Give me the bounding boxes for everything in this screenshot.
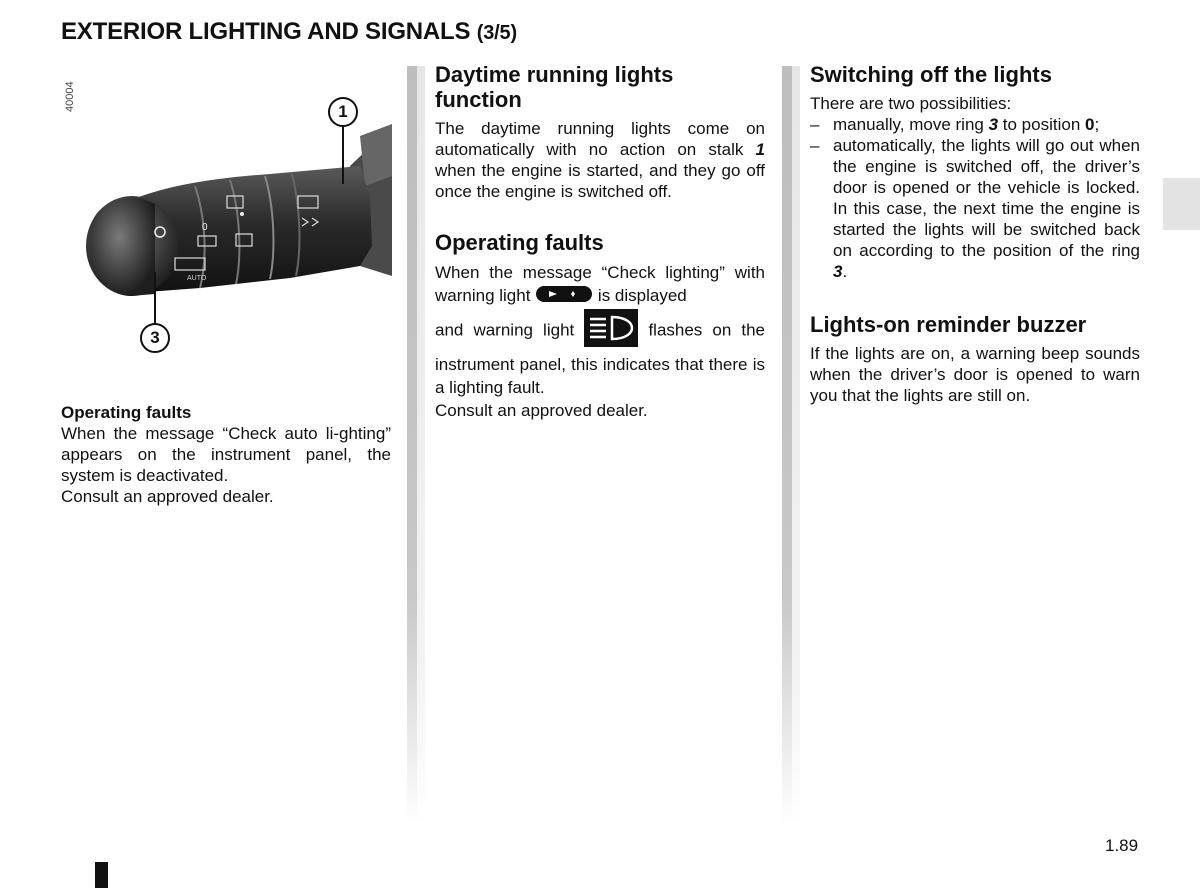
callout-1: 1 [328,97,358,127]
switch-off-bullet-1: – manually, move ring 3 to position 0; [810,115,1100,134]
left-operating-faults [61,402,391,507]
middle-column [435,62,765,422]
switch-off-intro: There are two possibilities: [810,94,1012,113]
light-stalk-illustration [60,66,392,386]
switch-off-bullet-2: – automatically, the lights will go out when the engine is switched off, the driver’s door is opened or the vehicle is locked. In this case, the next time the engine is started the lights will be switched back on according to the position of the ring 3. [810,136,1140,281]
wrench-warning-icon [535,285,593,309]
figure-code: 40004 [64,81,76,112]
svg-text:0: 0 [202,222,208,233]
buzzer-title: Lights-on reminder buzzer [810,312,1087,337]
left-faults-body: When the message “Check auto li-ghting” appears on the instrument panel, the system is deactivated. [61,424,391,485]
right-column [810,62,1140,406]
page-title-suffix: (3/5) [476,22,517,44]
left-faults-body-2: Consult an approved dealer. [61,487,274,506]
crop-mark [95,862,108,888]
svg-text:AUTO: AUTO [187,275,207,282]
faults-title: Operating faults [435,230,604,255]
column-shade-1 [417,66,425,826]
buzzer-text: If the lights are on, a warning beep sounds when the driver’s door is opened to warn you that the lights are still on. [810,344,1140,405]
page-title [61,18,517,46]
callout-3: 3 [140,323,170,353]
drl-stalk-ref: 1 [755,140,765,159]
switch-off-title: Switching off the lights [810,62,1052,87]
drl-title: Daytime running lights function [435,62,674,112]
page-number: 1.89 [1105,836,1139,855]
faults-text: When the message “Check lighting” with warning light is displayed and warning light flashes on the instrument panel, this indicates that there is a lighting fault. Consult an approved dealer. [435,263,766,420]
chapter-tab [1163,178,1200,230]
column-separator-1 [407,66,417,826]
left-faults-heading: Operating faults [61,403,192,422]
column-separator-2 [782,66,792,826]
drl-text: The daytime running lights come on automatically with no action on stalk 1 when the engine is started, and they go off once the engine is switched off. [435,119,765,201]
page-title-text: EXTERIOR LIGHTING AND SIGNALS [61,18,471,45]
column-shade-2 [792,66,800,826]
headlight-warning-icon [584,309,638,353]
